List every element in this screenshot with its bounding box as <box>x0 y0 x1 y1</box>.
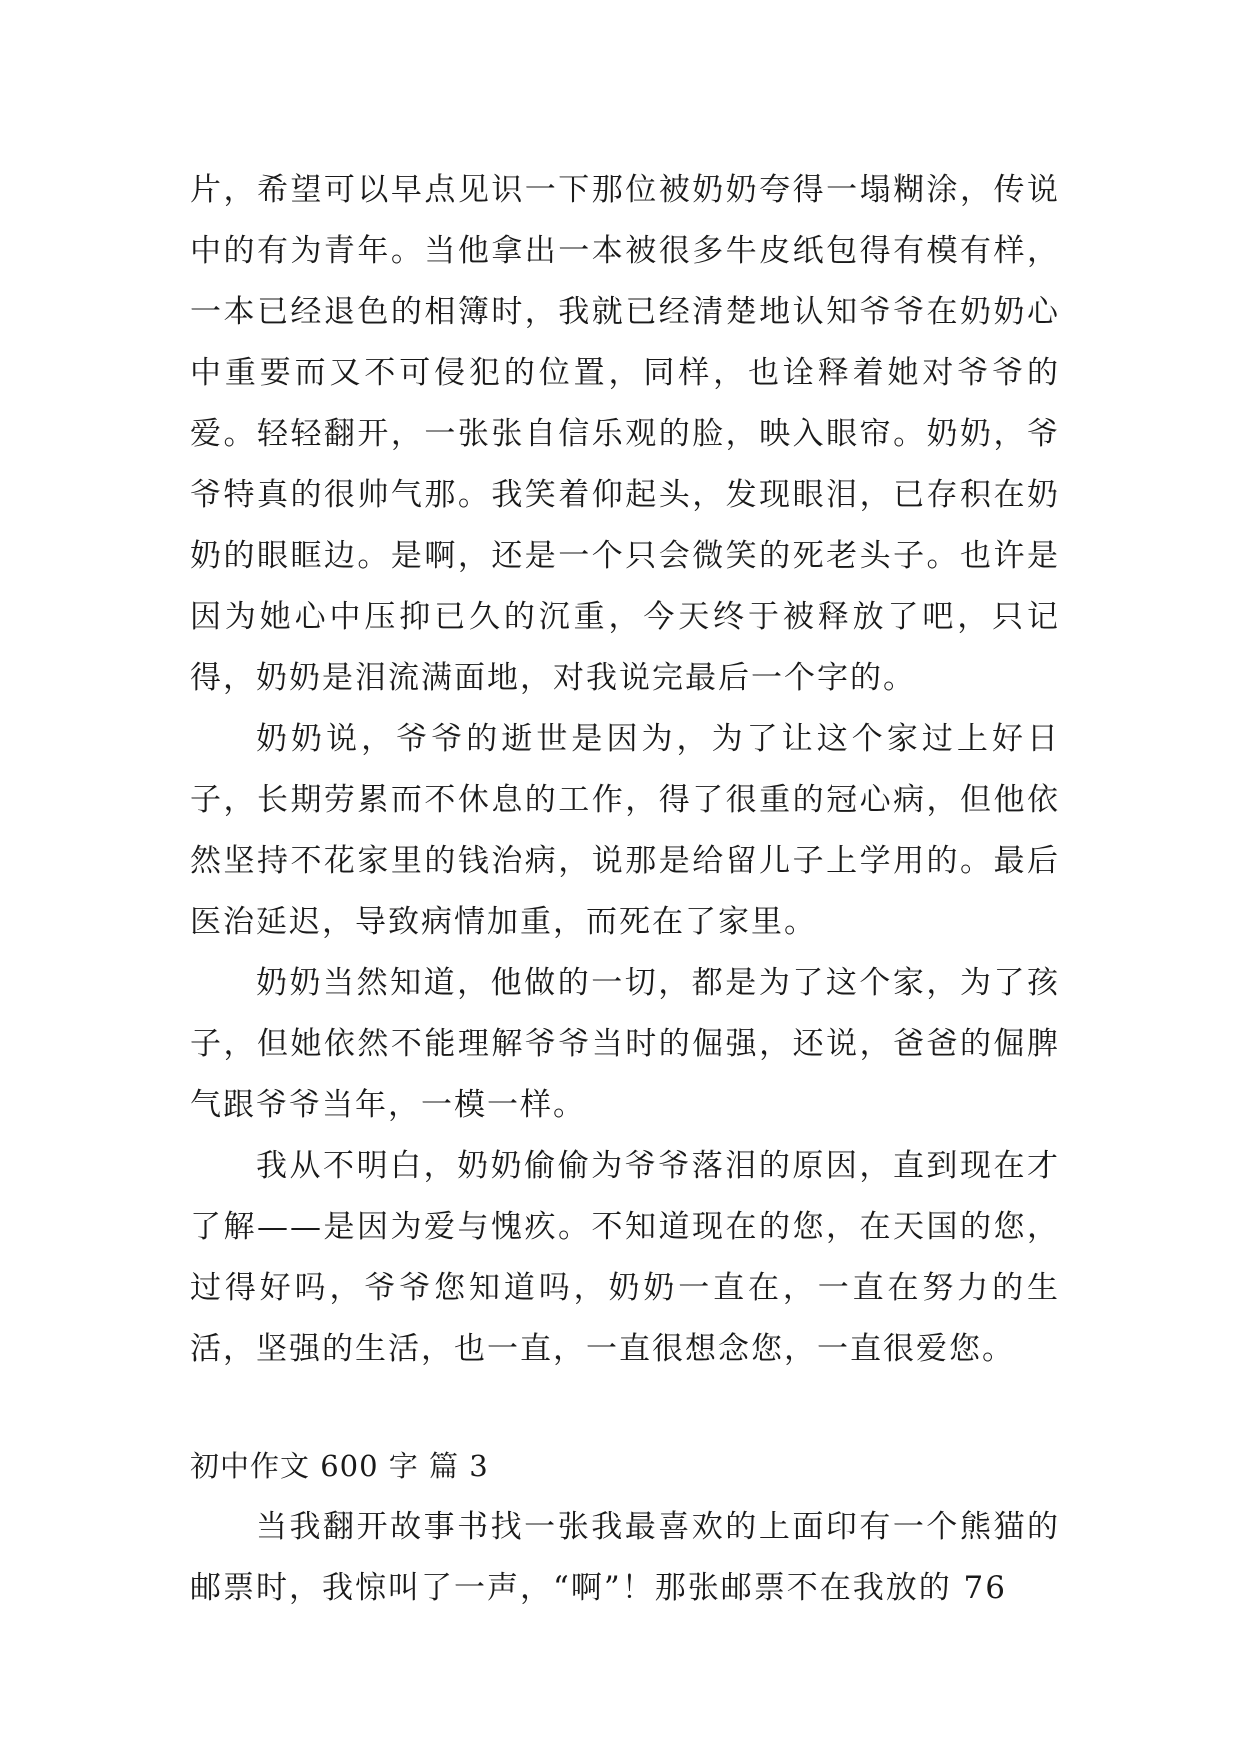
paragraph-love-and-guilt: 我从不明白，奶奶偷偷为爷爷落泪的原因，直到现在才了解——是因为爱与愧疚。不知道现在的您，在天国的您，过得好吗，爷爷您知道吗，奶奶一直在，一直在努力的生活，坚强的生活，也一直，一直很想念您，一直很爱您。 <box>190 1148 1060 1367</box>
section-heading: 初中作文 600 字 篇 3 <box>190 1449 489 1483</box>
paragraph-grandfather-death: 奶奶说，爷爷的逝世是因为，为了让这个家过上好日子，长期劳累而不休息的工作，得了很重的冠心病，但他依然坚持不花家里的钱治病，说那是给留儿子上学用的。最后医治延迟，导致病情加重，而死在了家里。 <box>190 721 1060 940</box>
section-paragraph: 当我翻开故事书找一张我最喜欢的上面印有一个熊猫的邮票时，我惊叫了一声，“啊”！那张邮票不在我放的 76 <box>190 1509 1060 1606</box>
paragraph-continued: 片，希望可以早点见识一下那位被奶奶夸得一塌糊涂，传说中的有为青年。当他拿出一本被很多牛皮纸包得有模有样，一本已经退色的相簿时，我就已经清楚地认知爷爷在奶奶心中重要而又不可侵犯的位置，同样，也诠释着她对爷爷的爱。轻轻翻开，一张张自信乐观的脸，映入眼帘。奶奶，爷爷特真的很帅气那。我笑着仰起头，发现眼泪，已存积在奶奶的眼眶边。是啊，还是一个只会微笑的死老头子。也许是因为她心中压抑已久的沉重，今天终于被释放了吧，只记得，奶奶是泪流满面地，对我说完最后一个字的。 <box>190 172 1060 696</box>
document-body <box>190 160 1060 1619</box>
paragraph-grandmother-knows: 奶奶当然知道，他做的一切，都是为了这个家，为了孩子，但她依然不能理解爷爷当时的倔强，还说，爸爸的倔脾气跟爷爷当年，一模一样。 <box>190 965 1060 1123</box>
